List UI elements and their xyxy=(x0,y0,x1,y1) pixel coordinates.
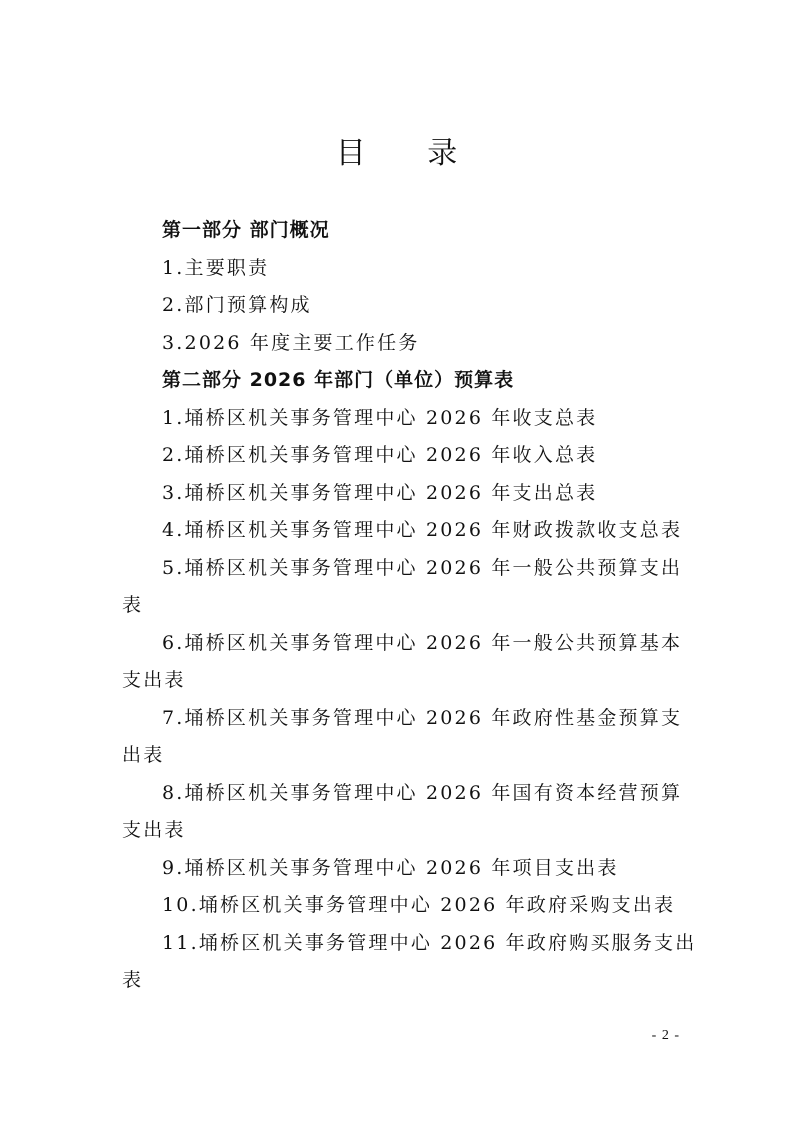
toc-item: 11.埇桥区机关事务管理中心 2026 年政府购买服务支出 xyxy=(162,931,697,954)
toc-item: 8.埇桥区机关事务管理中心 2026 年国有资本经营预算 xyxy=(162,781,683,804)
toc-item: 4.埇桥区机关事务管理中心 2026 年财政拨款收支总表 xyxy=(162,519,683,541)
toc-item-continuation: 支出表 xyxy=(122,819,186,841)
toc-part2-heading: 第二部分 2026 年部门（单位）预算表 xyxy=(162,369,515,391)
toc-item: 9.埇桥区机关事务管理中心 2026 年项目支出表 xyxy=(162,856,619,879)
toc-item-continuation: 表 xyxy=(122,594,144,616)
toc-part1-heading: 第一部分 部门概况 xyxy=(162,219,330,241)
toc-item: 1.主要职责 xyxy=(162,256,270,279)
toc-item: 3.埇桥区机关事务管理中心 2026 年支出总表 xyxy=(162,481,598,504)
toc-item: 3.2026 年度主要工作任务 xyxy=(162,331,420,354)
toc-item: 5.埇桥区机关事务管理中心 2026 年一般公共预算支出 xyxy=(162,556,683,579)
toc-item: 2.部门预算构成 xyxy=(162,294,312,316)
toc-item-continuation: 表 xyxy=(122,969,144,991)
table-of-contents xyxy=(122,212,697,1000)
toc-item: 10.埇桥区机关事务管理中心 2026 年政府采购支出表 xyxy=(162,894,676,916)
toc-item-continuation: 出表 xyxy=(122,744,165,766)
toc-item: 2.埇桥区机关事务管理中心 2026 年收入总表 xyxy=(162,444,598,466)
toc-item: 7.埇桥区机关事务管理中心 2026 年政府性基金预算支 xyxy=(162,706,683,729)
toc-item-continuation: 支出表 xyxy=(122,669,186,691)
page-title: 目 录 xyxy=(335,136,484,171)
page-number: - 2 - xyxy=(651,1028,680,1043)
toc-item: 1.埇桥区机关事务管理中心 2026 年收支总表 xyxy=(162,406,598,429)
toc-item: 6.埇桥区机关事务管理中心 2026 年一般公共预算基本 xyxy=(162,631,683,654)
